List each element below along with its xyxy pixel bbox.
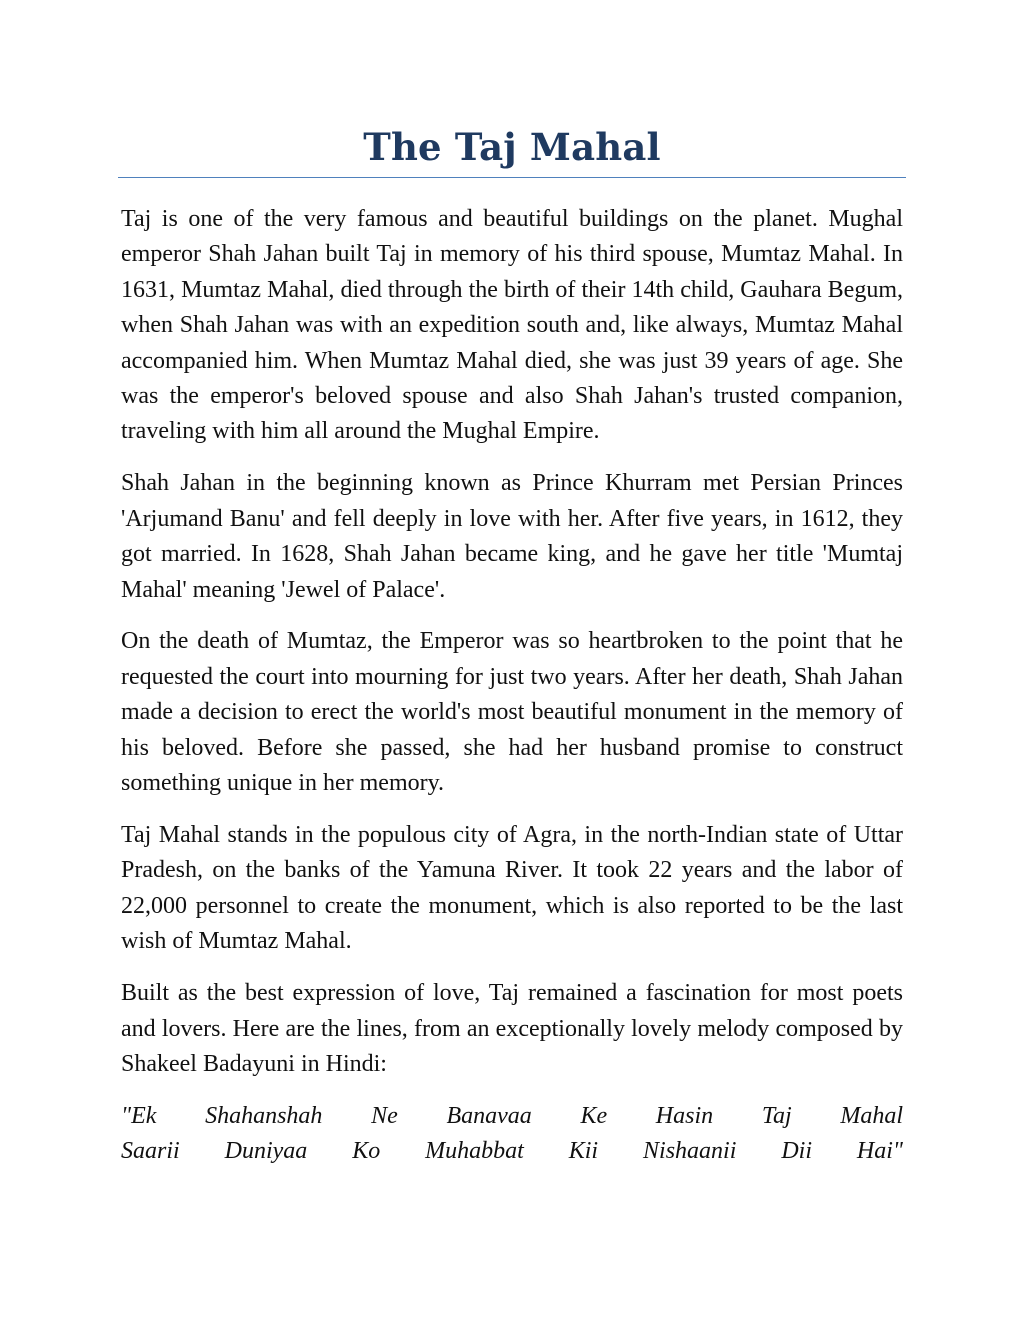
paragraph-prince-khurram: Shah Jahan in the beginning known as Prince Khurram met Persian Princes 'Arjumand Banu' and fell deeply in love with her. After five years, in 1612, they got married. In 1628, Shah Jahan became king, and he gave her title 'Mumtaj Mahal' meaning 'Jewel of Palace'. [121, 470, 903, 603]
title-underline-divider [118, 177, 906, 178]
paragraph-death-of-mumtaz: On the death of Mumtaz, the Emperor was so heartbroken to the point that he requested the court into mourning for just two years. After her death, Shah Jahan made a decision to erect the world's most beautiful monument in the memory of his beloved. Before she passed, she had her husband promise to construct something unique in her memory. [121, 628, 903, 797]
quote-line-1: "Ek Shahanshah Ne Banavaa Ke Hasin Taj Mahal [121, 1102, 903, 1129]
paragraph-intro: Taj is one of the very famous and beautiful buildings on the planet. Mughal emperor Shah Jahan built Taj in memory of his third spouse, Mumtaz Mahal. In 1631, Mumtaz Mahal, died through the birth of their 14th child, Gauhara Begum, when Shah Jahan was with an expedition south and, like always, Mumtaz Mahal accompanied him. When Mumtaz Mahal died, she was just 39 years of age. She was the emperor's beloved spouse and also Shah Jahan's trusted companion, traveling with him all around the Mughal Empire. [121, 206, 903, 445]
song-quote [121, 1099, 903, 1170]
page-title: The Taj Mahal [363, 125, 661, 169]
paragraph-poets: Built as the best expression of love, Taj remained a fascination for most poets and lovers. Here are the lines, from an exceptionally lovely melody composed by Shakeel Badayuni in Hindi: [121, 980, 903, 1077]
document-body [121, 202, 903, 1186]
quote-line-2: Saarii Duniyaa Ko Muhabbat Kii Nishaanii Dii Hai" [121, 1138, 903, 1165]
paragraph-location: Taj Mahal stands in the populous city of Agra, in the north-Indian state of Uttar Pradesh, on the banks of the Yamuna River. It took 22 years and the labor of 22,000 personnel to create the monument, which is also reported to be the last wish of Mumtaz Mahal. [121, 822, 903, 955]
